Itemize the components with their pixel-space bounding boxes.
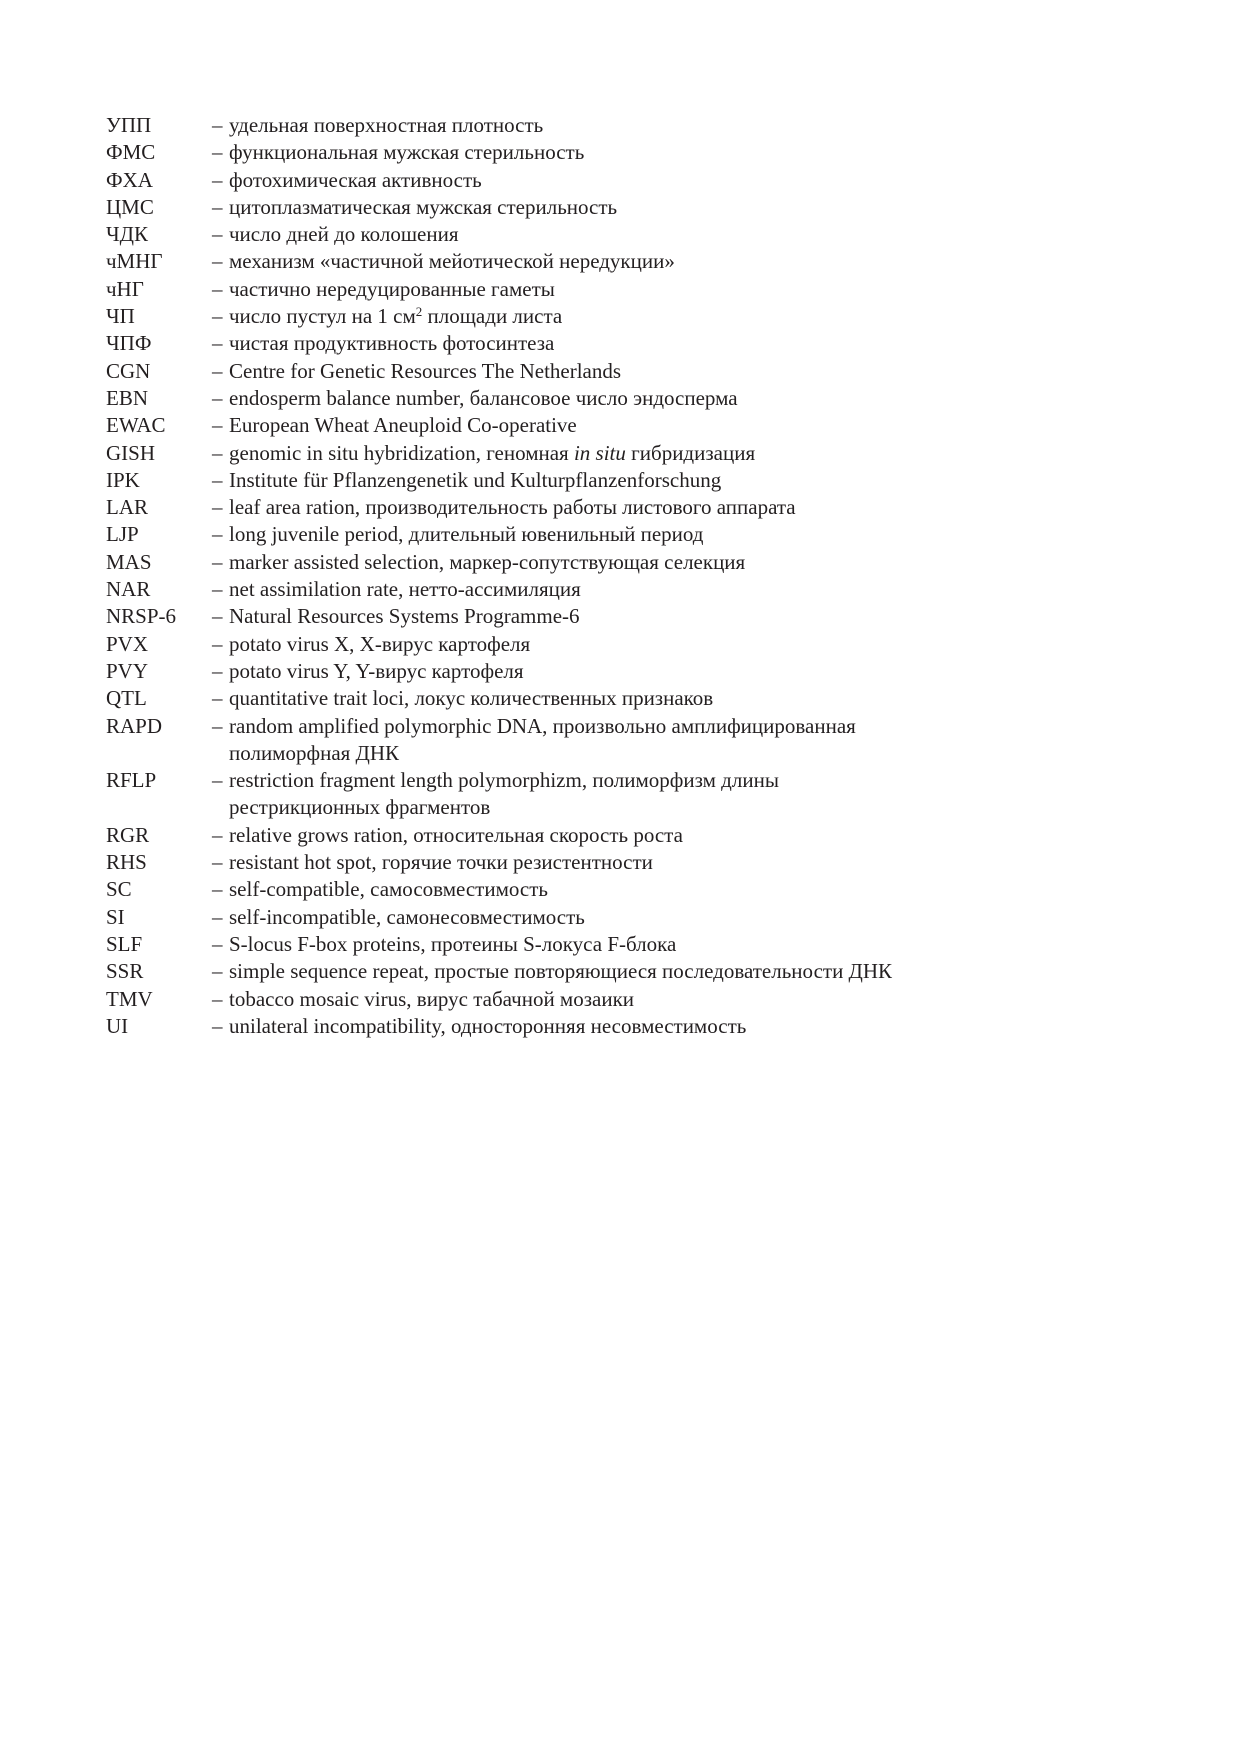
definition-text: resistant hot spot, горячие точки резистентности: [229, 850, 653, 875]
abbreviation-term: RHS: [106, 850, 147, 875]
abbreviation-row: [106, 658, 1136, 685]
abbreviation-definition: [212, 849, 1136, 876]
abbreviation-term: чМНГ: [106, 249, 163, 274]
abbreviation-row: [106, 603, 1136, 630]
abbreviation-definition: [212, 494, 1136, 521]
abbreviation-term: LAR: [106, 495, 148, 520]
abbreviation-term: EWAC: [106, 413, 166, 438]
abbreviation-term: SLF: [106, 931, 143, 956]
definition-text: S-locus F-box proteins, протеины S-локуса F-блока: [229, 931, 677, 956]
definition-text: [229, 303, 929, 330]
abbreviation-term: SI: [106, 904, 125, 929]
definition-text: marker assisted selection, маркер-сопутствующая селекция: [229, 549, 746, 574]
definition-dash: –: [212, 604, 223, 629]
abbreviation-definition: [212, 549, 1136, 576]
definition-italic: in situ: [573, 440, 626, 465]
definition-dash: –: [212, 931, 223, 956]
definition-text-part: genomic in situ hybridization, геномная: [229, 440, 574, 465]
definition-text: механизм «частичной мейотической нередукции»: [229, 249, 675, 274]
abbreviation-definition: [212, 931, 1136, 958]
abbreviation-row: [106, 276, 1136, 303]
definition-dash: –: [212, 768, 223, 793]
definition-dash: –: [212, 140, 223, 165]
abbreviation-definition: [212, 221, 1136, 248]
abbreviation-definition: [212, 194, 1136, 221]
abbreviation-definition: [212, 440, 1136, 467]
definition-text: relative grows ration, относительная скорость роста: [229, 822, 683, 847]
abbreviation-row: [106, 549, 1136, 576]
abbreviation-definition: [212, 167, 1136, 194]
definition-dash: –: [212, 495, 223, 520]
definition-dash: –: [212, 467, 223, 492]
abbreviation-definition: [212, 112, 1136, 139]
abbreviation-definition: [212, 412, 1136, 439]
abbreviation-term: ФХА: [106, 167, 153, 192]
definition-text-part: число пустул на 1 см: [229, 304, 416, 329]
abbreviation-row: [106, 685, 1136, 712]
definition-text: self-compatible, самосовместимость: [229, 877, 548, 902]
abbreviation-definition: [212, 467, 1136, 494]
abbreviation-definition: [212, 685, 1136, 712]
abbreviation-definition: [212, 631, 1136, 658]
definition-dash: –: [212, 959, 223, 984]
abbreviation-term: PVY: [106, 658, 149, 683]
abbreviation-term: чНГ: [106, 276, 144, 301]
abbreviation-definition: [212, 576, 1136, 603]
abbreviation-term: RGR: [106, 822, 150, 847]
definition-dash: –: [212, 358, 223, 383]
abbreviation-row: [106, 631, 1136, 658]
definition-dash: –: [212, 577, 223, 602]
definition-dash: –: [212, 276, 223, 301]
definition-dash: –: [212, 222, 223, 247]
definition-dash: –: [212, 549, 223, 574]
abbreviation-term: QTL: [106, 686, 147, 711]
abbreviation-definition: [212, 658, 1136, 685]
definition-superscript: 2: [415, 304, 423, 320]
definition-dash: –: [212, 904, 223, 929]
abbreviation-term: ФМС: [106, 140, 156, 165]
definition-text: net assimilation rate, нетто-ассимиляция: [229, 577, 581, 602]
abbreviation-term: IPK: [106, 467, 140, 492]
abbreviation-row: [106, 440, 1136, 467]
abbreviation-row: [106, 330, 1136, 357]
definition-dash: –: [212, 440, 223, 465]
definition-dash: –: [212, 631, 223, 656]
definition-text: random amplified polymorphic DNA, произвольно амплифицированная полиморфная ДНК: [229, 713, 856, 765]
definition-text: Natural Resources Systems Programme-6: [229, 604, 580, 629]
definition-text: potato virus X, Х-вирус картофеля: [229, 631, 531, 656]
abbreviation-definition: [212, 986, 1136, 1013]
abbreviation-term: SC: [106, 877, 132, 902]
definition-text: частично нередуцированные гаметы: [229, 276, 555, 301]
abbreviation-row: [106, 248, 1136, 275]
abbreviation-definition: [212, 876, 1136, 903]
abbreviation-definition: [212, 1013, 1136, 1040]
abbreviation-row: [106, 931, 1136, 958]
definition-text: [229, 440, 929, 467]
abbreviation-row: [106, 385, 1136, 412]
abbreviation-term: ЧП: [106, 304, 135, 329]
abbreviation-term: ЧДК: [106, 222, 148, 247]
definition-dash: –: [212, 413, 223, 438]
abbreviation-definition: [212, 767, 1136, 822]
definition-dash: –: [212, 167, 223, 192]
abbreviation-term: PVX: [106, 631, 149, 656]
abbreviation-row: [106, 822, 1136, 849]
definition-text: Centre for Genetic Resources The Netherlands: [229, 358, 622, 383]
abbreviation-term: GISH: [106, 440, 156, 465]
abbreviation-definition: [212, 603, 1136, 630]
abbreviation-term: MAS: [106, 549, 152, 574]
abbreviation-row: [106, 167, 1136, 194]
abbreviation-definition: [212, 358, 1136, 385]
definition-dash: –: [212, 331, 223, 356]
abbreviation-row: [106, 494, 1136, 521]
abbreviation-row: [106, 986, 1136, 1013]
definition-text-part: гибридизация: [625, 440, 756, 465]
abbreviation-term: EBN: [106, 385, 148, 410]
abbreviation-term: UI: [106, 1013, 129, 1038]
definition-text: цитоплазматическая мужская стерильность: [229, 194, 618, 219]
abbreviation-row: [106, 221, 1136, 248]
abbreviation-definition: [212, 713, 1136, 768]
definition-dash: –: [212, 713, 223, 738]
abbreviation-row: [106, 412, 1136, 439]
abbreviation-row: [106, 576, 1136, 603]
definition-dash: –: [212, 822, 223, 847]
abbreviation-term: SSR: [106, 959, 144, 984]
definition-text-part: площади листа: [422, 304, 563, 329]
abbreviation-term: ЧПФ: [106, 331, 152, 356]
abbreviation-row: [106, 358, 1136, 385]
abbreviation-row: [106, 521, 1136, 548]
abbreviation-definition: [212, 958, 1136, 985]
definition-text: quantitative trait loci, локус количественных признаков: [229, 686, 714, 711]
definition-dash: –: [212, 385, 223, 410]
definition-text: potato virus Y, Y-вирус картофеля: [229, 658, 524, 683]
abbreviation-definition: [212, 385, 1136, 412]
abbreviation-definition: [212, 276, 1136, 303]
definition-dash: –: [212, 249, 223, 274]
definition-dash: –: [212, 113, 223, 137]
abbreviation-definition: [212, 822, 1136, 849]
definition-dash: –: [212, 194, 223, 219]
definition-text: European Wheat Aneuploid Co-operative: [229, 413, 577, 438]
abbreviation-row: [106, 958, 1136, 985]
abbreviation-definition: [212, 248, 1136, 275]
definition-text: self-incompatible, самонесовместимость: [229, 904, 585, 929]
abbreviation-row: [106, 303, 1136, 330]
abbreviation-term: ЦМС: [106, 194, 154, 219]
definition-dash: –: [212, 304, 223, 329]
abbreviation-term: CGN: [106, 358, 151, 383]
definition-text: Institute für Pflanzengenetik und Kulturpflanzenforschung: [229, 467, 722, 492]
abbreviation-definition: [212, 303, 1136, 330]
abbreviation-row: [106, 767, 1136, 822]
definition-dash: –: [212, 986, 223, 1011]
abbreviation-definition: [212, 330, 1136, 357]
abbreviation-term: LJP: [106, 522, 139, 547]
definition-text: чистая продуктивность фотосинтеза: [229, 331, 555, 356]
abbreviation-term: TMV: [106, 986, 153, 1011]
abbreviation-row: [106, 713, 1136, 768]
abbreviation-term: NRSP-6: [106, 604, 177, 629]
abbreviation-term: NAR: [106, 577, 151, 602]
abbreviation-definition: [212, 139, 1136, 166]
abbreviation-row: [106, 849, 1136, 876]
abbreviation-row: [106, 876, 1136, 903]
definition-dash: –: [212, 686, 223, 711]
definition-dash: –: [212, 877, 223, 902]
definition-text: long juvenile period, длительный ювенильный период: [229, 522, 704, 547]
definition-text: число дней до колошения: [229, 222, 459, 247]
definition-text: удельная поверхностная плотность: [229, 113, 544, 137]
definition-text: фотохимическая активность: [229, 167, 482, 192]
abbreviations-list: [106, 112, 1136, 1040]
abbreviation-term: RAPD: [106, 713, 163, 738]
definition-text: функциональная мужская стерильность: [229, 140, 585, 165]
definition-dash: –: [212, 1013, 223, 1038]
definition-text: endosperm balance number, балансовое число эндосперма: [229, 385, 738, 410]
abbreviation-definition: [212, 521, 1136, 548]
abbreviation-term: УПП: [106, 113, 152, 137]
definition-dash: –: [212, 522, 223, 547]
abbreviation-definition: [212, 904, 1136, 931]
definition-dash: –: [212, 850, 223, 875]
definition-text: restriction fragment length polymorphizm, полиморфизм длины рестрикционных фрагментов: [229, 768, 779, 820]
abbreviation-row: [106, 139, 1136, 166]
abbreviation-row: [106, 467, 1136, 494]
definition-text: unilateral incompatibility, односторонняя несовместимость: [229, 1013, 747, 1038]
abbreviation-row: [106, 194, 1136, 221]
abbreviation-row: [106, 1013, 1136, 1040]
abbreviation-row: [106, 112, 1136, 139]
definition-text: leaf area ration, производительность работы листового аппарата: [229, 495, 796, 520]
abbreviation-row: [106, 904, 1136, 931]
definition-text: simple sequence repeat, простые повторяющиеся последовательности ДНК: [229, 959, 893, 984]
definition-dash: –: [212, 658, 223, 683]
definition-text: tobacco mosaic virus, вирус табачной мозаики: [229, 986, 635, 1011]
abbreviation-term: RFLP: [106, 768, 157, 793]
